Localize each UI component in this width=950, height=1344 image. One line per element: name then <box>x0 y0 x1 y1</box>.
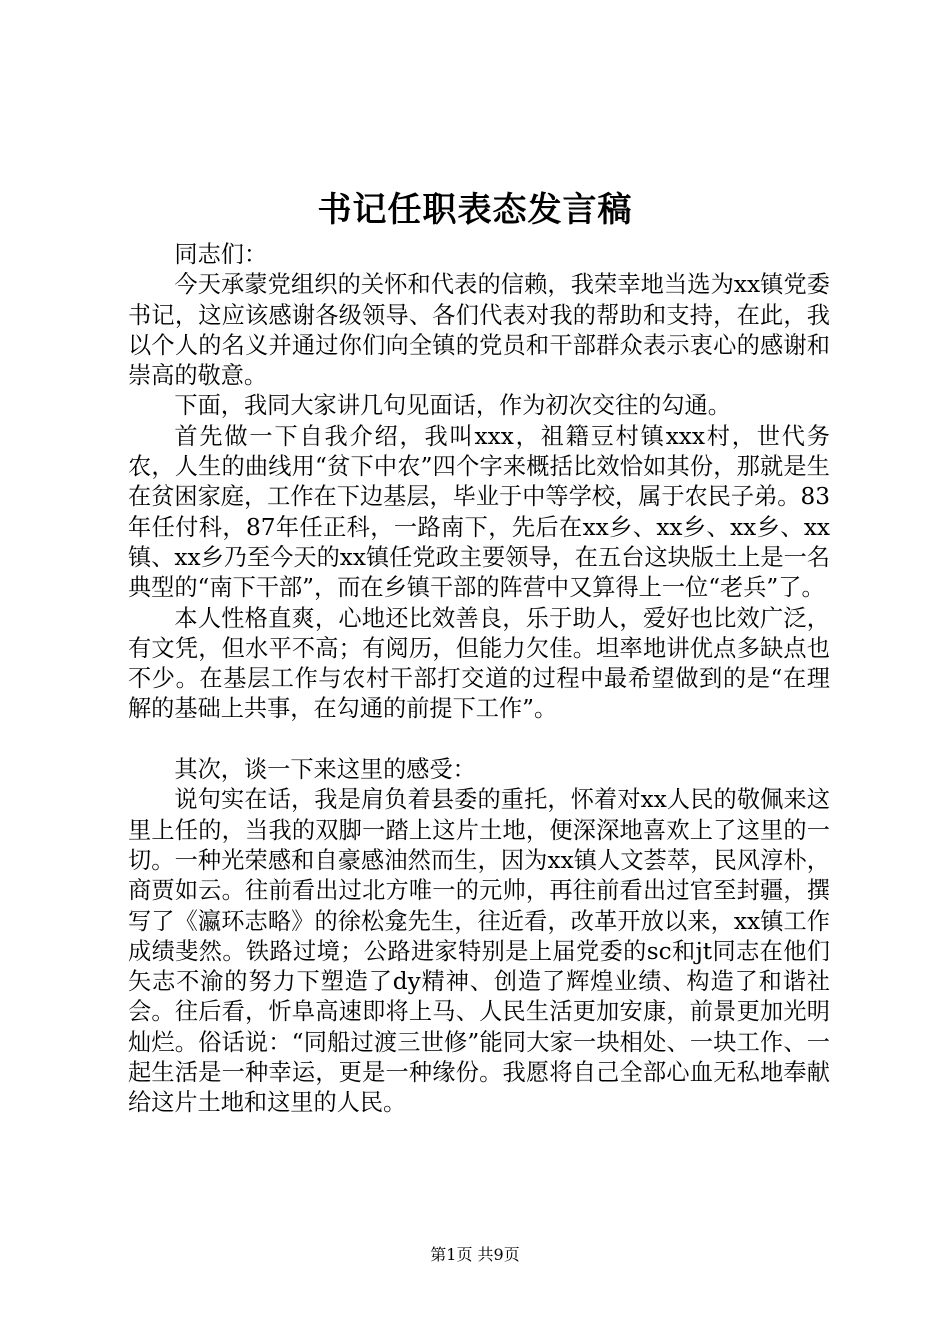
paragraph: 说句实在话，我是肩负着县委的重托，怀着对xx人民的敬佩来这里上任的，当我的双脚一踏上这片土地，便深深地喜欢上了这里的一切。一种光荣感和自豪感油然而生，因为xx镇人文荟萃，民风淳朴，商贾如云。往前看出过北方唯一的元帅，再往前看出过官至封疆，撰写了《瀛环志略》的徐松龛先生，往近看，改革开放以来，xx镇工作成绩斐然。铁路过境；公路进家特别是上届党委的sc和jt同志在他们矢志不渝的努力下塑造了dy精神、创造了辉煌业绩、构造了和谐社会。往后看，忻阜高速即将上马、人民生活更加安康，前景更加光明灿烂。俗话说：“同船过渡三世修”能同大家一块相处、一块工作、一起生活是一种幸运，更是一种缘份。我愿将自己全部心血无私地奉献给这片土地和这里的人民。 <box>128 786 830 1117</box>
salutation: 同志们： <box>174 241 268 268</box>
document-body <box>128 240 830 1119</box>
paragraph: 下面，我同大家讲几句见面话，作为初次交往的勾通。 <box>174 392 731 420</box>
paragraph: 本人性格直爽，心地还比效善良，乐于助人，爱好也比效广泛，有文凭，但水平不高；有阅历，但能力欠佳。坦率地讲优点多缺点也不少。在基层工作与农村干部打交道的过程中最希望做到的是“在理解的基础上共事，在勾通的前提下工作”。 <box>128 604 830 723</box>
paragraph: 今天承蒙党组织的关怀和代表的信赖，我荣幸地当选为xx镇党委书记，这应该感谢各级领导、各们代表对我的帮助和支持，在此，我以个人的名义并通过你们向全镇的党员和干部群众表示衷心的感谢和崇高的敬意。 <box>128 271 830 390</box>
paragraph-gap <box>128 725 830 755</box>
page-footer: 第1页 共9页 <box>430 1245 520 1264</box>
paragraph: 首先做一下自我介绍，我叫xxx，祖籍豆村镇xxx村，世代务农，人生的曲线用“贫下中农”四个字来概括比效恰如其份，那就是生在贫困家庭，工作在下边基层，毕业于中等学校，属于农民子弟。83年任付科，87年任正科，一路南下，先后在xx乡、xx乡、xx乡、xx镇、xx乡乃至今天的xx镇任党政主要领导，在五台这块版土上是一名典型的“南下干部”，而在乡镇干部的阵营中又算得上一位“老兵”了。 <box>128 422 830 602</box>
section-heading: 其次，谈一下来这里的感受： <box>174 756 476 784</box>
document-title: 书记任职表态发言稿 <box>317 190 633 230</box>
